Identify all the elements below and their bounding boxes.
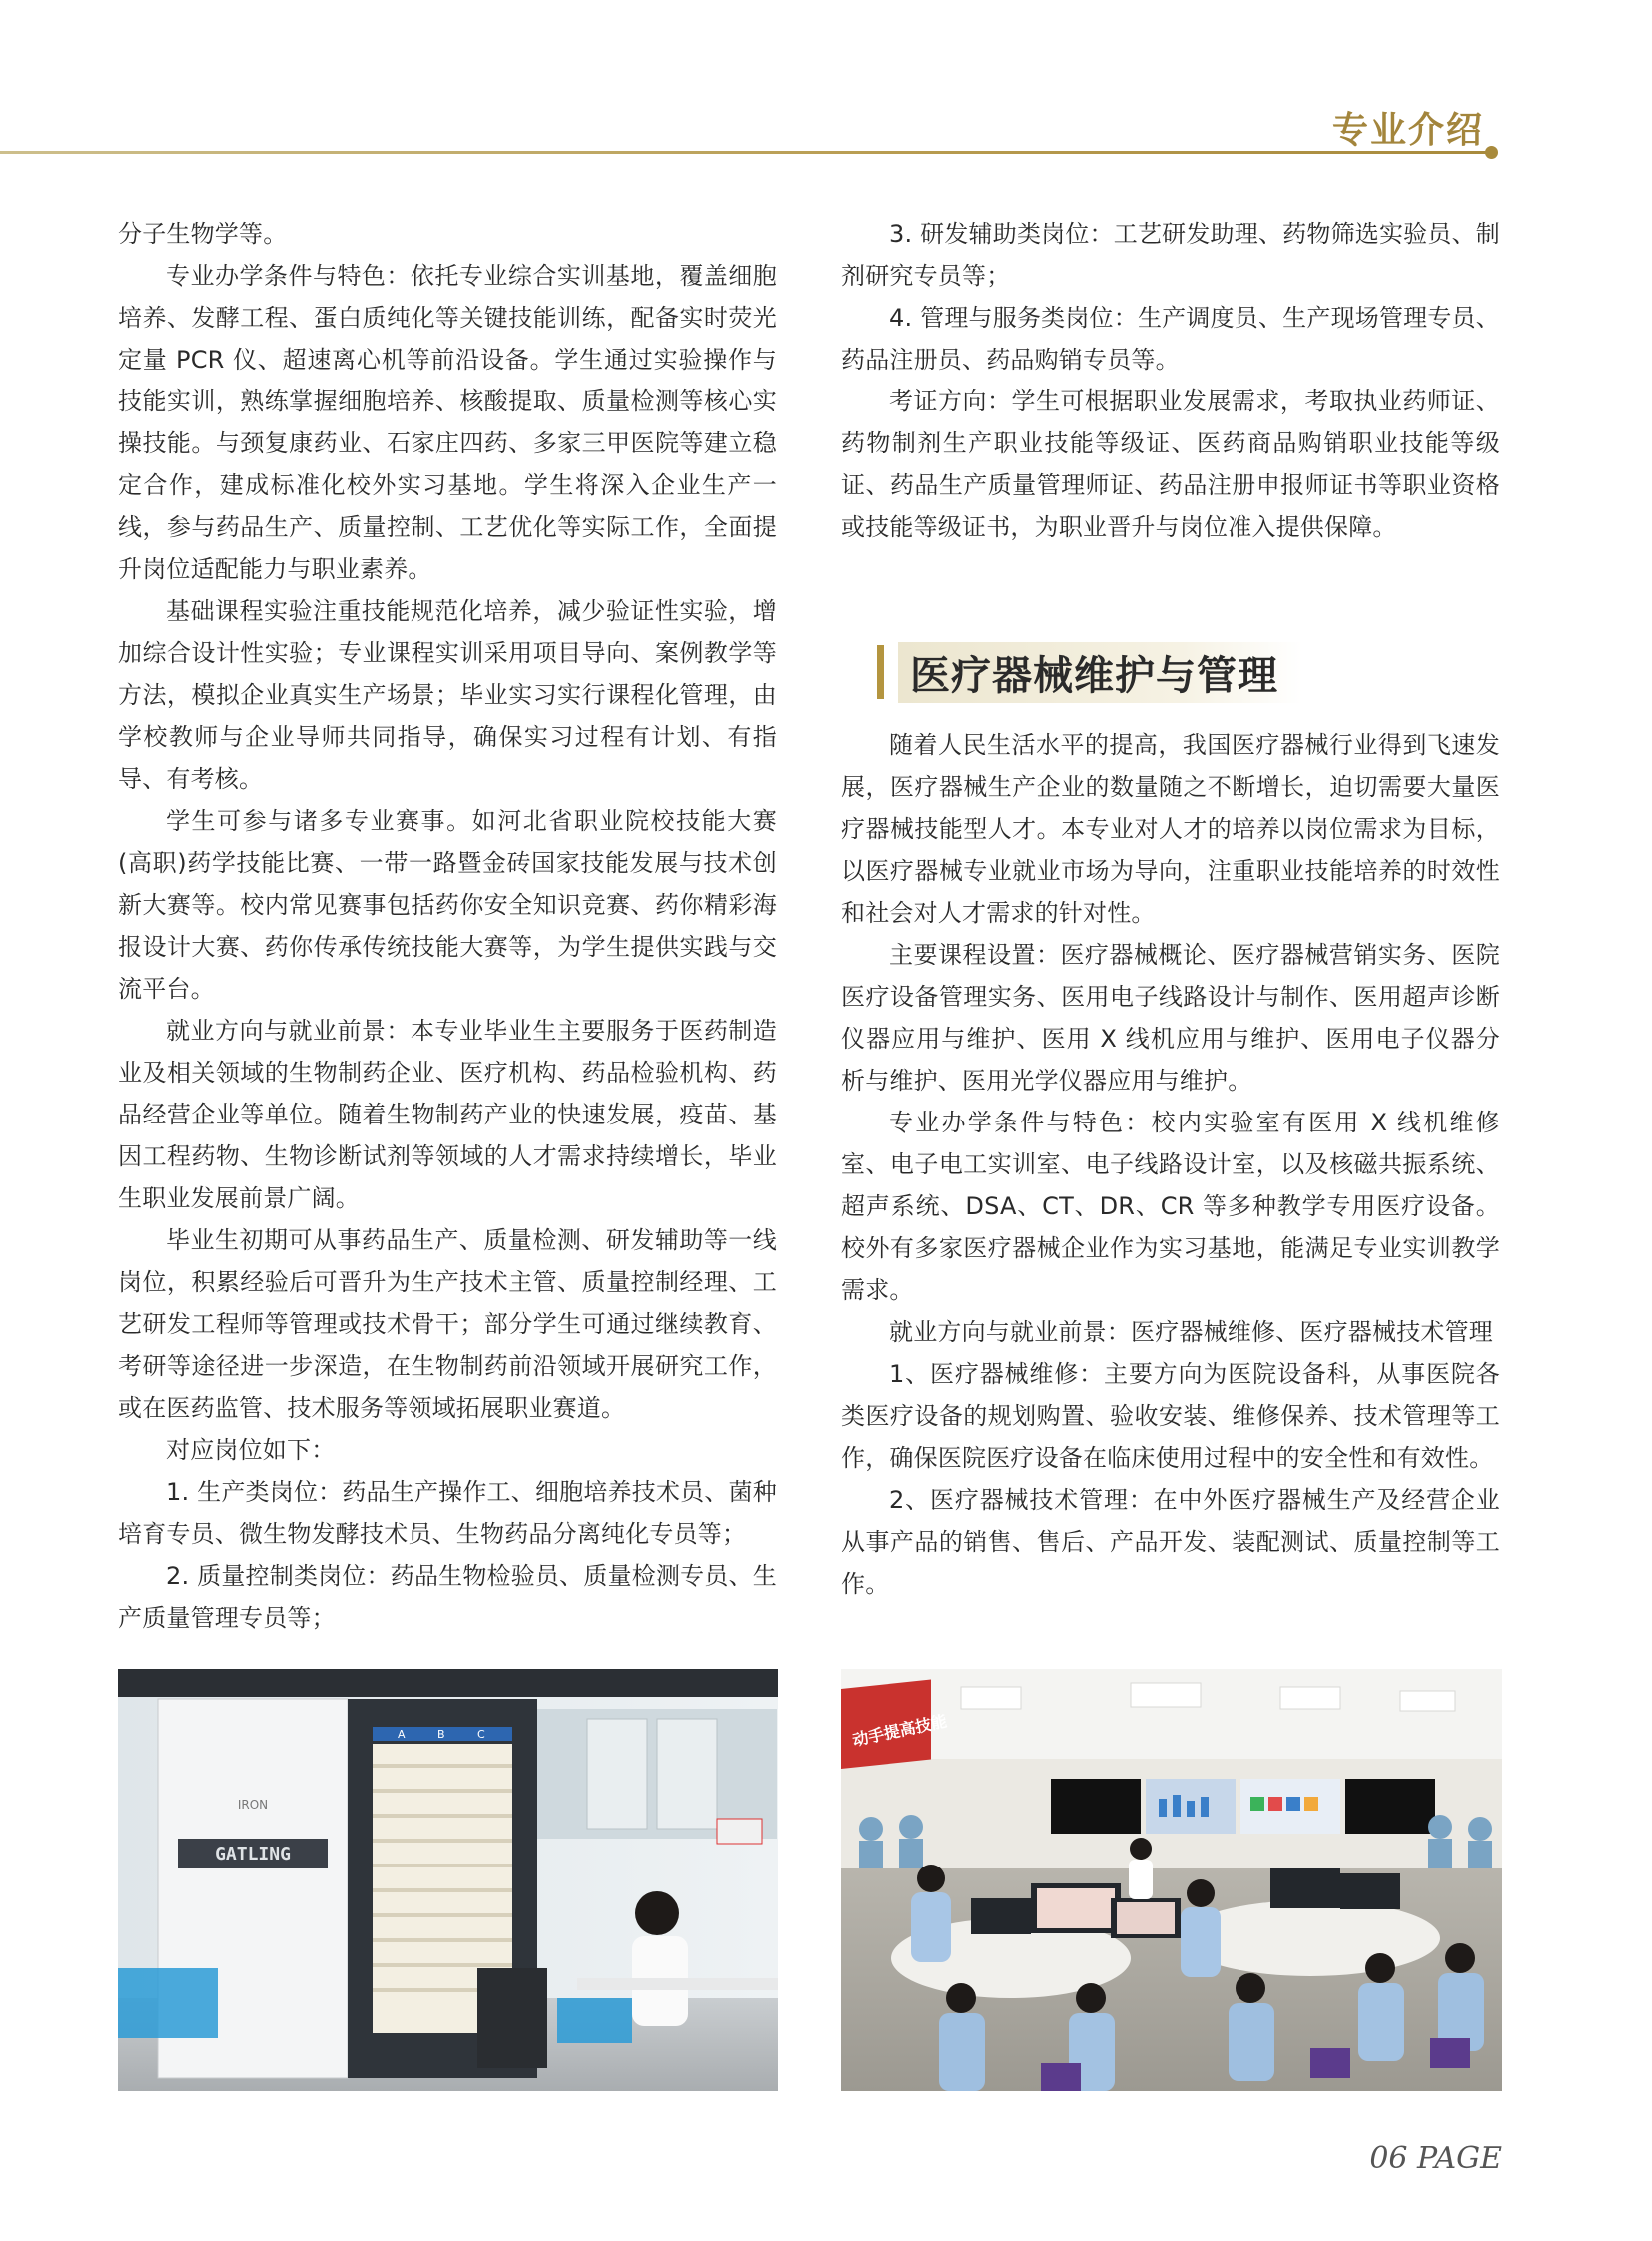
section-label: 专业介绍 — [1331, 110, 1484, 151]
heading-accent-bar — [877, 645, 884, 699]
svg-text:A: A — [398, 1728, 406, 1741]
paragraph: 1、医疗器械维修：主要方向为医院设备科，从事医院各类医疗设备的规划购置、验收安装、维修保养、技术管理等工作，确保医院医疗设备在临床使用过程中的安全性和有效性。 — [841, 1360, 1500, 1472]
paragraph: 2、医疗器械技术管理：在中外医疗器械生产及经营企业从事产品的销售、售后、产品开发、装配测试、质量控制等工作。 — [841, 1486, 1500, 1598]
paragraph: 对应岗位如下： — [166, 1436, 336, 1464]
paragraph: 考证方向：学生可根据职业发展需求，考取执业药师证、药物制剂生产职业技能等级证、医药商品购销职业技能等级证、药品生产质量管理师证、药品注册申报师证书等职业资格或技能等级证书，为职业晋升与岗位准入提供保障。 — [841, 387, 1500, 541]
page-number: 06 PAGE — [1369, 2141, 1502, 2176]
left-column — [118, 213, 777, 1639]
header-rule — [0, 151, 1495, 154]
classroom-banner: 动手提高技能 — [850, 1711, 949, 1750]
section-title: 医疗器械维护与管理 — [898, 642, 1302, 703]
paragraph: 分子生物学等。 — [118, 220, 288, 248]
section-heading — [877, 644, 1500, 700]
paragraph: 毕业生初期可从事药品生产、质量检测、研发辅助等一线岗位，积累经验后可晋升为生产技术主管、质量控制经理、工艺研发工程师等管理或技术骨干；部分学生可通过继续教育、考研等途径进一步深造，在生物制药前沿领域开展研究工作，或在医药监管、技术服务等领域拓展职业赛道。 — [118, 1226, 777, 1422]
medical-device-classroom-photo — [841, 1669, 1502, 2091]
machine-label: GATLING — [215, 1844, 291, 1865]
svg-text:B: B — [437, 1728, 445, 1741]
paragraph: 基础课程实验注重技能规范化培养，减少验证性实验，增加综合设计性实验；专业课程实训采用项目导向、案例教学等方法，模拟企业真实生产场景；毕业实习实行课程化管理，由学校教师与企业导师共同指导，确保实习过程有计划、有指导、有考核。 — [118, 597, 777, 793]
paragraph: 专业办学条件与特色：校内实验室有医用 X 线机维修室、电子电工实训室、电子线路设计室，以及核磁共振系统、超声系统、DSA、CT、DR、CR 等多种教学专用医疗设备。校外有多家医疗器械企业作为实习基地，能满足专业实训教学需求。 — [841, 1109, 1500, 1304]
pharmacy-lab-photo — [118, 1669, 778, 2091]
machine-brand: IRON — [237, 1798, 269, 1812]
paragraph: 就业方向与就业前景：医疗器械维修、医疗器械技术管理 — [889, 1318, 1493, 1346]
right-column — [841, 213, 1500, 1605]
paragraph: 2. 质量控制类岗位：药品生物检验员、质量检测专员、生产质量管理专员等； — [118, 1562, 777, 1632]
paragraph: 就业方向与就业前景：本专业毕业生主要服务于医药制造业及相关领域的生物制药企业、医疗机构、药品检验机构、药品经营企业等单位。随着生物制药产业的快速发展，疫苗、基因工程药物、生物诊断试剂等领域的人才需求持续增长，毕业生职业发展前景广阔。 — [118, 1017, 777, 1212]
header-rule-dot — [1485, 146, 1498, 159]
paragraph: 3. 研发辅助类岗位：工艺研发助理、药物筛选实验员、制剂研究专员等； — [841, 220, 1500, 290]
paragraph: 1. 生产类岗位：药品生产操作工、细胞培养技术员、菌种培育专员、微生物发酵技术员、生物药品分离纯化专员等； — [118, 1478, 777, 1548]
paragraph: 随着人民生活水平的提高，我国医疗器械行业得到飞速发展，医疗器械生产企业的数量随之不断增长，迫切需要大量医疗器械技能型人才。本专业对人才的培养以岗位需求为目标，以医疗器械专业就业市场为导向，注重职业技能培养的时效性和社会对人才需求的针对性。 — [841, 731, 1500, 927]
paragraph: 4. 管理与服务类岗位：生产调度员、生产现场管理专员、药品注册员、药品购销专员等。 — [841, 304, 1500, 374]
svg-text:C: C — [477, 1728, 485, 1741]
paragraph: 主要课程设置：医疗器械概论、医疗器械营销实务、医院医疗设备管理实务、医用电子线路设计与制作、医用超声诊断仪器应用与维护、医用 X 线机应用与维护、医用电子仪器分析与维护、医用光学仪器应用与维护。 — [841, 941, 1500, 1095]
paragraph: 学生可参与诸多专业赛事。如河北省职业院校技能大赛(高职)药学技能比赛、一带一路暨金砖国家技能发展与技术创新大赛等。校内常见赛事包括药你安全知识竞赛、药你精彩海报设计大赛、药你传承传统技能大赛等，为学生提供实践与交流平台。 — [118, 807, 777, 1003]
paragraph: 专业办学条件与特色：依托专业综合实训基地，覆盖细胞培养、发酵工程、蛋白质纯化等关键技能训练，配备实时荧光定量 PCR 仪、超速离心机等前沿设备。学生通过实验操作与技能实训，熟练掌握细胞培养、核酸提取、质量检测等核心实操技能。与颈复康药业、石家庄四药、多家三甲医院等建立稳定合作，建成标准化校外实习基地。学生将深入企业生产一线，参与药品生产、质量控制、工艺优化等实际工作，全面提升岗位适配能力与职业素养。 — [118, 262, 777, 583]
